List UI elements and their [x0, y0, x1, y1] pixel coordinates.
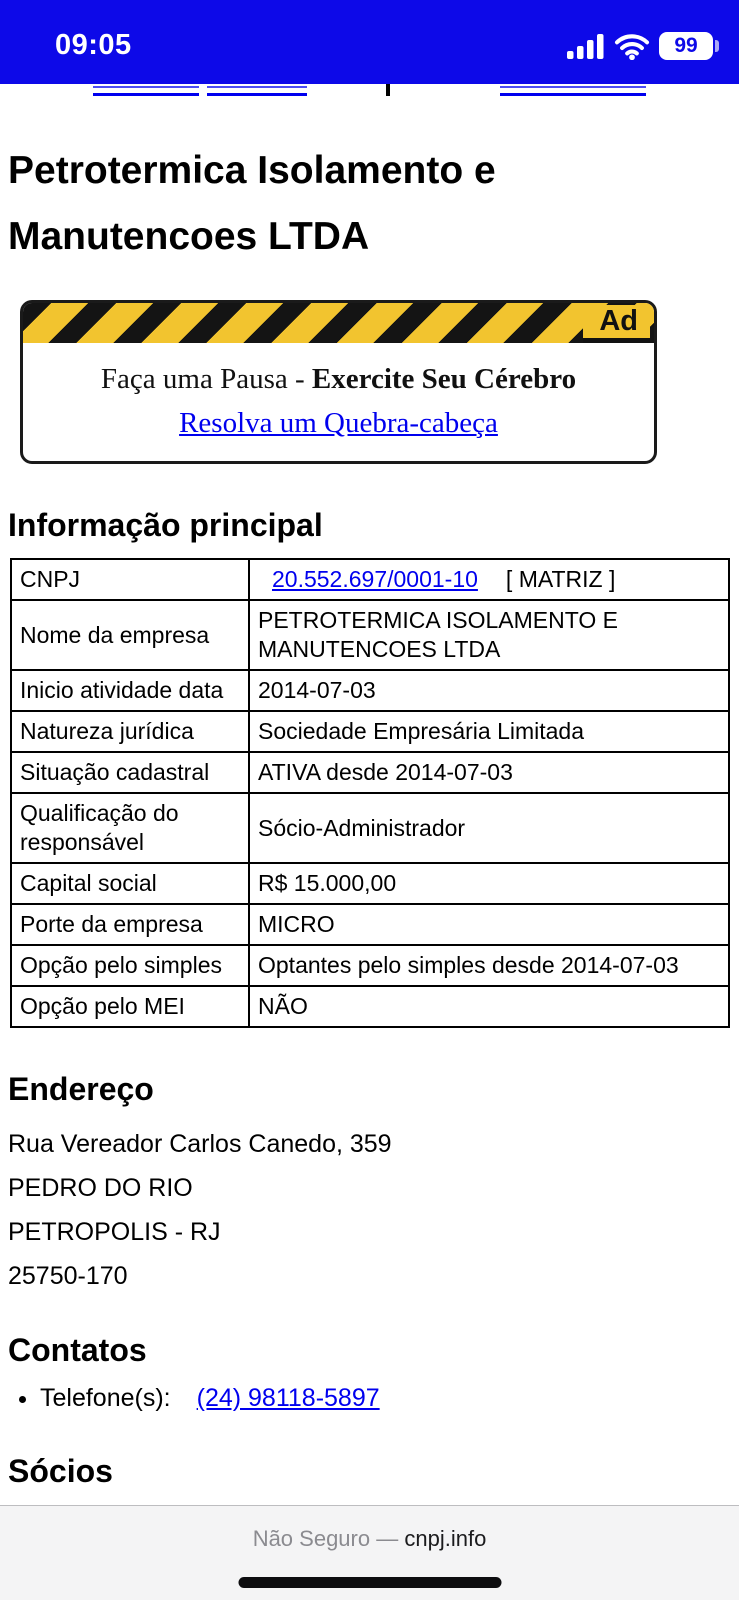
section-heading-address: Endereço	[8, 1071, 154, 1107]
battery-percent: 99	[674, 34, 698, 57]
row-value: ATIVA desde 2014-07-03	[249, 752, 729, 793]
cnpj-matriz-suffix: [ MATRIZ ]	[505, 566, 616, 592]
address-line: PEDRO DO RIO	[8, 1174, 193, 1202]
site-domain: cnpj.info	[404, 1526, 487, 1551]
table-row	[11, 793, 729, 863]
table-row	[11, 904, 729, 945]
cnpj-link[interactable]: 20.552.697/0001-10	[272, 566, 478, 592]
section-heading-contacts: Contatos	[8, 1332, 147, 1368]
row-value: Optantes pelo simples desde 2014-07-03	[249, 945, 729, 986]
row-label: Capital social	[11, 863, 249, 904]
row-label: Situação cadastral	[11, 752, 249, 793]
clipped-link[interactable]	[207, 87, 307, 96]
table-row	[11, 559, 729, 600]
table-row	[11, 945, 729, 986]
address-line: PETROPOLIS - RJ	[8, 1218, 221, 1246]
safari-bottom-bar	[0, 1505, 739, 1600]
row-label: Inicio atividade data	[11, 670, 249, 711]
url-separator: —	[376, 1526, 399, 1551]
row-value: Sócio-Administrador	[249, 793, 729, 863]
ad-headline	[33, 361, 644, 397]
ad-banner[interactable]	[20, 300, 657, 464]
security-label: Não Seguro	[252, 1526, 371, 1551]
ad-hazard-stripe	[23, 303, 654, 343]
row-label: Opção pelo simples	[11, 945, 249, 986]
table-row	[11, 863, 729, 904]
clipped-text-fragment	[386, 84, 390, 96]
status-time: 09:05	[55, 28, 132, 61]
row-label: Porte da empresa	[11, 904, 249, 945]
row-value	[249, 559, 729, 600]
ad-headline-normal: Faça uma Pausa -	[100, 363, 312, 395]
table-row	[11, 711, 729, 752]
address-line: Rua Vereador Carlos Canedo, 359	[8, 1130, 392, 1158]
section-heading-main-info: Informação principal	[8, 507, 323, 543]
clipped-link[interactable]	[500, 87, 646, 96]
wifi-icon	[614, 33, 650, 60]
row-label: Qualificação do responsável	[11, 793, 249, 863]
home-indicator[interactable]	[238, 1577, 501, 1588]
page-content	[0, 138, 739, 1488]
ad-link[interactable]: Resolva um Quebra-cabeça	[179, 407, 498, 439]
table-row	[11, 752, 729, 793]
table-row	[11, 600, 729, 670]
status-bar	[0, 0, 739, 84]
row-value: NÃO	[249, 986, 729, 1027]
table-row	[11, 986, 729, 1027]
ad-body	[23, 343, 654, 461]
page-title: Petrotermica Isolamento e Manutencoes LTDA	[8, 149, 496, 258]
ad-headline-bold: Exercite Seu Cérebro	[311, 363, 577, 395]
table-row	[11, 670, 729, 711]
battery-indicator	[659, 32, 719, 60]
row-value: MICRO	[249, 904, 729, 945]
row-value: R$ 15.000,00	[249, 863, 729, 904]
list-item	[40, 1385, 739, 1412]
contact-list	[18, 1385, 739, 1412]
row-value: Sociedade Empresária Limitada	[249, 711, 729, 752]
address-line: 25750-170	[8, 1262, 128, 1290]
address-bar[interactable]	[0, 1526, 739, 1552]
clipped-link[interactable]	[93, 87, 199, 96]
phone-link[interactable]: (24) 98118-5897	[196, 1384, 380, 1412]
row-label: CNPJ	[11, 559, 249, 600]
status-icons	[567, 32, 719, 60]
company-info-table	[10, 558, 730, 1028]
page-top-links-clipped	[0, 84, 739, 108]
battery-nub-icon	[715, 40, 719, 52]
ad-badge[interactable]: Ad	[583, 305, 650, 343]
row-value: 2014-07-03	[249, 670, 729, 711]
row-label: Nome da empresa	[11, 600, 249, 670]
row-value: PETROTERMICA ISOLAMENTO E MANUTENCOES LTDA	[249, 600, 729, 670]
section-heading-partners: Sócios	[8, 1453, 113, 1489]
phone-label: Telefone(s):	[40, 1384, 171, 1412]
cellular-signal-icon	[567, 33, 605, 60]
row-label: Opção pelo MEI	[11, 986, 249, 1027]
row-label: Natureza jurídica	[11, 711, 249, 752]
